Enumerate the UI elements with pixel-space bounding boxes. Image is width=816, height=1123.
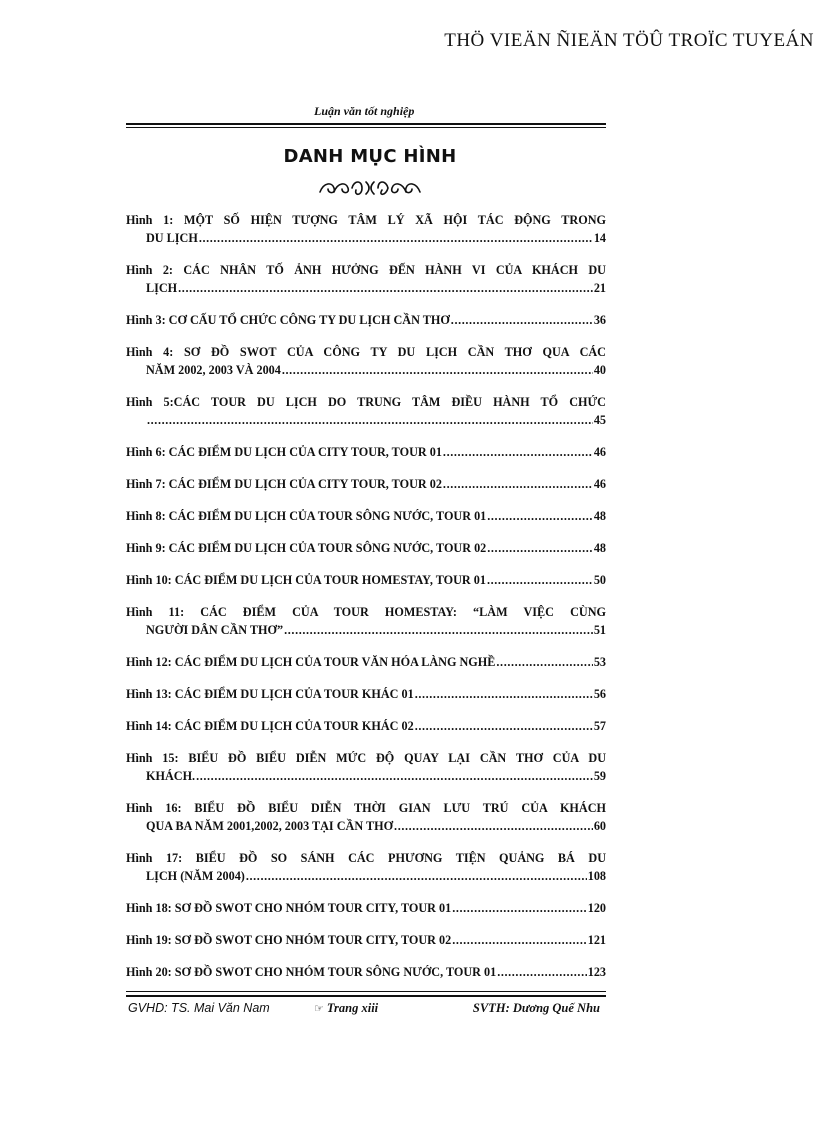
figure-entry-line <box>126 393 606 411</box>
figure-entry-text: Hình 8: CÁC ĐIỂM DU LỊCH CỦA TOUR SÔNG NƯỚC, TOUR 01 <box>126 509 487 523</box>
figure-entry-line <box>126 211 606 229</box>
dot-leader <box>496 653 592 671</box>
figure-page-number: 40 <box>593 363 606 377</box>
figure-page-number: 56 <box>593 687 606 701</box>
figure-entry-line <box>126 717 606 735</box>
figure-entry-text: Hình 14: CÁC ĐIỂM DU LỊCH CỦA TOUR KHÁC 02 <box>126 719 414 733</box>
figure-entry-text: QUA BA NĂM 2001,2002, 2003 TẠI CẦN THƠ <box>146 819 394 833</box>
figure-entry-text: Hình 20: SƠ ĐỒ SWOT CHO NHÓM TOUR SÔNG NƯỚC, TOUR 01 <box>126 965 497 979</box>
figure-entry-text: Hình 9: CÁC ĐIỂM DU LỊCH CỦA TOUR SÔNG NƯỚC, TOUR 02 <box>126 541 487 555</box>
figure-entry-line <box>126 767 606 785</box>
dot-leader <box>452 931 587 949</box>
footer-page-label: Trang xiii <box>326 1001 379 1015</box>
figure-entry-text: Hình 10: CÁC ĐIỂM DU LỊCH CỦA TOUR HOMESTAY, TOUR 01 <box>126 573 486 587</box>
header-rule <box>126 123 606 125</box>
dot-leader <box>284 621 593 639</box>
figure-page-number: 59 <box>593 769 606 783</box>
figure-page-number: 121 <box>587 933 606 947</box>
figure-entry[interactable] <box>126 393 606 429</box>
footer-rule-thin <box>126 991 606 992</box>
figure-entry-line <box>126 261 606 279</box>
dot-leader <box>282 361 593 379</box>
figure-entry-text: LỊCH (NĂM 2004) <box>146 869 245 883</box>
figure-entry-text: Hình 16: BIỂU ĐỒ BIỂU DIỄN THỜI GIAN LƯU TRÚ CỦA KHÁCH <box>126 801 606 815</box>
dot-leader <box>487 571 593 589</box>
dot-leader <box>497 963 587 981</box>
figure-entry-text: Hình 6: CÁC ĐIỂM DU LỊCH CỦA CITY TOUR, TOUR 01 <box>126 445 442 459</box>
figure-entry-line <box>126 849 606 867</box>
figure-entry-text: KHÁCH. <box>146 769 196 783</box>
figure-entry[interactable] <box>126 849 606 885</box>
figure-entry-line <box>126 571 606 589</box>
figure-page-number: 51 <box>593 623 606 637</box>
header-rule-thin <box>126 127 606 128</box>
figure-entry-text: Hình 7: CÁC ĐIỂM DU LỊCH CỦA CITY TOUR, TOUR 02 <box>126 477 442 491</box>
figure-entry[interactable] <box>126 343 606 379</box>
figure-entry-text: Hình 17: BIỂU ĐỒ SO SÁNH CÁC PHƯƠNG TIỆN QUẢNG BÁ DU <box>126 851 606 865</box>
figure-entry-line <box>126 963 606 981</box>
figure-page-number: 123 <box>587 965 606 979</box>
figure-entry-text: Hình 19: SƠ ĐỒ SWOT CHO NHÓM TOUR CITY, TOUR 02 <box>126 933 452 947</box>
figure-entry-text: Hình 15: BIỂU ĐỒ BIỂU DIỄN MỨC ĐỘ QUAY LẠI CẦN THƠ CỦA DU <box>126 751 606 765</box>
figure-entry-line <box>126 931 606 949</box>
dot-leader <box>452 899 587 917</box>
figure-entry-line <box>126 867 606 885</box>
page-title: DANH MỤC HÌNH <box>283 146 457 167</box>
figure-entry-line <box>126 279 606 297</box>
figure-page-number: 120 <box>587 901 606 915</box>
figure-entry-line <box>126 899 606 917</box>
figure-entry-line <box>126 361 606 379</box>
figure-entry-text: Hình 5:CÁC TOUR DU LỊCH DO TRUNG TÂM ĐIỀU HÀNH TỔ CHỨC <box>126 395 606 409</box>
figure-page-number: 60 <box>593 819 606 833</box>
figure-entry-line <box>126 749 606 767</box>
ornament-divider <box>0 178 740 200</box>
dot-leader <box>147 411 593 429</box>
figure-entry-line <box>126 539 606 557</box>
footer-advisor: GVHD: TS. Mai Văn Nam <box>128 1001 270 1015</box>
figure-entry-line <box>126 311 606 329</box>
figure-page-number: 57 <box>593 719 606 733</box>
figure-entry[interactable] <box>126 653 606 671</box>
figure-entry[interactable] <box>126 311 606 329</box>
figure-entry-text: LỊCH <box>146 281 178 295</box>
footer-page <box>314 1001 378 1016</box>
figure-entry-line <box>126 443 606 461</box>
figure-page-number: 108 <box>587 869 606 883</box>
figure-page-number: 46 <box>593 445 606 459</box>
figure-page-number: 50 <box>593 573 606 587</box>
figure-entry[interactable] <box>126 717 606 735</box>
figure-entry-text: Hình 4: SƠ ĐỒ SWOT CỦA CÔNG TY DU LỊCH CẦN THƠ QUA CÁC <box>126 345 606 359</box>
figure-entry-text: Hình 3: CƠ CẤU TỔ CHỨC CÔNG TY DU LỊCH CẦN THƠ <box>126 313 450 327</box>
watermark-library-title: THÖ VIEÄN ÑIEÄN TÖÛ TROÏC TUYEÁN <box>444 30 814 51</box>
figure-entry-text: Hình 11: CÁC ĐIỂM CỦA TOUR HOMESTAY: “LÀM VIỆC CÙNG <box>126 605 606 619</box>
figure-entry-text: Hình 1: MỘT SỐ HIỆN TƯỢNG TÂM LÝ XÃ HỘI TÁC ĐỘNG TRONG <box>126 213 606 227</box>
figure-entry-line <box>126 507 606 525</box>
figure-page-number: 45 <box>593 413 606 427</box>
figure-page-number: 21 <box>593 281 606 295</box>
figure-entry-text: DU LỊCH <box>146 231 198 245</box>
figure-entry[interactable] <box>126 799 606 835</box>
figure-entry-line <box>126 475 606 493</box>
figure-entry-line <box>126 229 606 247</box>
figure-entry[interactable] <box>126 603 606 639</box>
dot-leader <box>415 685 593 703</box>
figure-entry-text: NĂM 2002, 2003 VÀ 2004 <box>146 363 281 377</box>
dot-leader <box>246 867 587 885</box>
figure-entry[interactable] <box>126 685 606 703</box>
figure-page-number: 36 <box>593 313 606 327</box>
dot-leader <box>178 279 593 297</box>
figure-entry-text: NGƯỜI DÂN CẦN THƠ” <box>146 623 284 637</box>
figure-entry[interactable] <box>126 261 606 297</box>
figure-entry-line <box>126 685 606 703</box>
page-header-thesis-label: Luận văn tốt nghiệp <box>314 104 415 118</box>
figure-entry-line <box>126 653 606 671</box>
figure-entry-line <box>126 603 606 621</box>
figure-entry[interactable] <box>126 475 606 493</box>
figure-entry[interactable] <box>126 443 606 461</box>
figure-page-number: 53 <box>593 655 606 669</box>
dot-leader <box>487 539 593 557</box>
footer-rule <box>126 995 606 997</box>
dot-leader <box>415 717 593 735</box>
ornament-flourish-icon <box>316 178 424 198</box>
pointing-hand-icon: ☞ <box>314 1002 324 1015</box>
figure-entry[interactable] <box>126 899 606 917</box>
figure-entry-line <box>126 817 606 835</box>
dot-leader <box>199 229 593 247</box>
dot-leader <box>487 507 593 525</box>
figure-entry[interactable] <box>126 539 606 557</box>
figure-entry[interactable] <box>126 963 606 981</box>
figure-entry-line <box>126 621 606 639</box>
figure-page-number: 48 <box>593 509 606 523</box>
figure-entry[interactable] <box>126 571 606 589</box>
footer-student: SVTH: Dương Quế Nhu <box>472 1001 600 1015</box>
figure-entry-line <box>126 343 606 361</box>
figure-page-number: 46 <box>593 477 606 491</box>
figure-entry[interactable] <box>126 211 606 247</box>
figure-page-number: 14 <box>593 231 606 245</box>
figure-entry-text: Hình 2: CÁC NHÂN TỐ ẢNH HƯỞNG ĐẾN HÀNH VI CỦA KHÁCH DU <box>126 263 606 277</box>
dot-leader <box>443 475 593 493</box>
figure-entry[interactable] <box>126 507 606 525</box>
figure-entry-text: Hình 12: CÁC ĐIỂM DU LỊCH CỦA TOUR VĂN HÓA LÀNG NGHỀ <box>126 655 496 669</box>
dot-leader <box>451 311 593 329</box>
figure-entry-line <box>126 799 606 817</box>
dot-leader <box>443 443 593 461</box>
figure-entry[interactable] <box>126 749 606 785</box>
figure-entry-text: Hình 18: SƠ ĐỒ SWOT CHO NHÓM TOUR CITY, TOUR 01 <box>126 901 452 915</box>
dot-leader <box>196 767 593 785</box>
figure-page-number: 48 <box>593 541 606 555</box>
page-footer <box>126 1001 606 1019</box>
dot-leader <box>394 817 593 835</box>
figure-list <box>126 211 606 995</box>
figure-entry-line <box>126 411 606 429</box>
figure-entry-text: Hình 13: CÁC ĐIỂM DU LỊCH CỦA TOUR KHÁC 01 <box>126 687 414 701</box>
figure-entry[interactable] <box>126 931 606 949</box>
